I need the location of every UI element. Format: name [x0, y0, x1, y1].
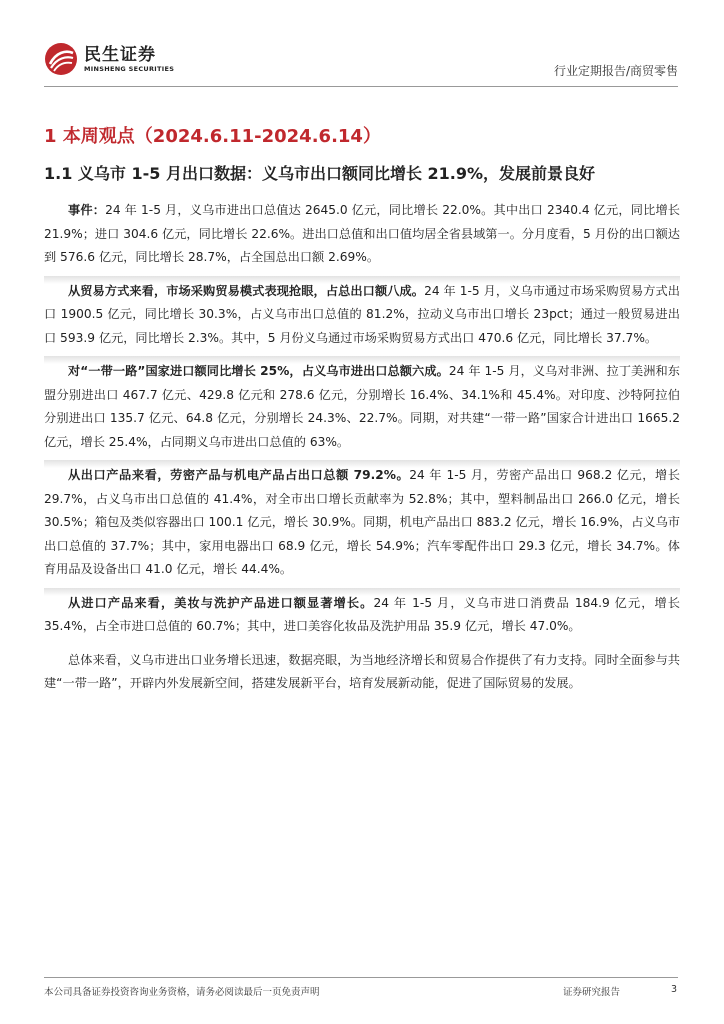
- paragraph-import-products: [44, 592, 680, 639]
- paragraph-event: [44, 199, 680, 270]
- paragraph-lead: 从出口产品来看，劳密产品与机电产品占出口总额 79.2%。: [68, 468, 410, 482]
- paragraph-body: 24 年 1-5 月，劳密产品出口 968.2 亿元，增长 29.7%，占义乌市出口总值的 41.4%，对全市出口增长贡献率为 52.8%；其中，塑料制品出口 266.0 亿元，增长 30.5%；箱包及类似容器出口 100.1 亿元，增长 30.9%。同期，机电产品出口 883.2 亿元，增长 16.9%，占义乌市出口总值的 37.7%；其中，家用电器出口 68.9 亿元，增长 54.9%；汽车零配件出口 29.3 亿元，增长 34.7%。体育用品及设备出口 41.0 亿元，增长 44.4%。: [44, 468, 680, 576]
- minsheng-logo: [44, 42, 174, 76]
- paragraph-belt-and-road: [44, 360, 680, 454]
- paragraph-body: 24 年 1-5 月，义乌市通过市场采购贸易方式出口 1900.5 亿元，同比增长 30.3%，占义乌市出口总值的 81.2%，拉动义乌市出口增长 23pct；通过一般贸易进出口 593.9 亿元，同比增长 2.3%。其中，5 月份义乌通过市场采购贸易方式出口 470.6 亿元，同比增长 37.7%。: [44, 283, 680, 345]
- paragraph-body: 24 年 1-5 月，义乌市进口消费品 184.9 亿元，增长 35.4%，占全市进口总值的 60.7%；其中，进口美容化妆品及洗护用品 35.9 亿元，增长 47.0%。: [44, 595, 680, 633]
- section-title: 1 本周观点（2024.6.11-2024.6.14）: [44, 126, 381, 147]
- report-body: [44, 124, 680, 706]
- paragraph-lead: 从进口产品来看，美妆与洗护产品进口额显著增长。: [68, 595, 374, 610]
- header-divider: [44, 86, 678, 87]
- footer-disclaimer: 本公司具备证券投资咨询业务资格，请务必阅读最后一页免责声明: [44, 987, 320, 998]
- page-number: 3: [671, 984, 678, 995]
- logo-name-en: MINSHENG SECURITIES: [84, 64, 175, 73]
- paragraph-lead: 事件：: [68, 203, 106, 217]
- paragraph-export-products: [44, 464, 680, 582]
- footer-doc-type: 证券研究报告: [563, 987, 621, 998]
- logo-name-cn: 民生证券: [84, 44, 156, 65]
- paragraph-summary: [44, 649, 680, 696]
- report-category: 行业定期报告/商贸零售: [553, 64, 678, 78]
- paragraph-body: 24 年 1-5 月，义乌对非洲、拉丁美洲和东盟分别进出口 467.7 亿元、429.8 亿元和 278.6 亿元，分别增长 16.4%、34.1%和 45.4%。对印度、沙特阿拉伯分别进出口 135.7 亿元、64.8 亿元，分别增长 24.3%、22.7%。同期，对共建“一带一路”国家合计进出口 1665.2 亿元，增长 25.4%，占同期义乌市进出口总值的 63%。: [44, 364, 680, 449]
- paragraph-lead: 对“一带一路”国家进口额同比增长 25%，占义乌市进出口总额六成。: [68, 364, 449, 378]
- minsheng-logo-mark-icon: [44, 42, 78, 76]
- paragraph-trade-mode: [44, 280, 680, 351]
- page-header: [0, 0, 724, 90]
- subsection-title: 1.1 义乌市 1-5 月出口数据：义乌市出口额同比增长 21.9%，发展前景良好: [44, 164, 596, 183]
- paragraph-body: 总体来看，义乌市进出口业务增长迅速，数据亮眼，为当地经济增长和贸易合作提供了有力支持。同时全面参与共建“一带一路”，开辟内外发展新空间，搭建发展新平台，培育发展新动能，促进了国际贸易的发展。: [44, 652, 680, 690]
- paragraph-body: 24 年 1-5 月，义乌市进出口总值达 2645.0 亿元，同比增长 22.0%。其中出口 2340.4 亿元，同比增长 21.9%；进口 304.6 亿元，同比增长 22.6%。进出口总值和出口值均居全省县域第一。分月度看，5 月份的出口额达到 576.6 亿元，同比增长 28.7%，占全国总出口额 2.69%。: [44, 203, 680, 264]
- footer-divider: [44, 977, 678, 978]
- paragraph-lead: 从贸易方式来看，市场采购贸易模式表现抢眼，占总出口额八成。: [68, 283, 425, 298]
